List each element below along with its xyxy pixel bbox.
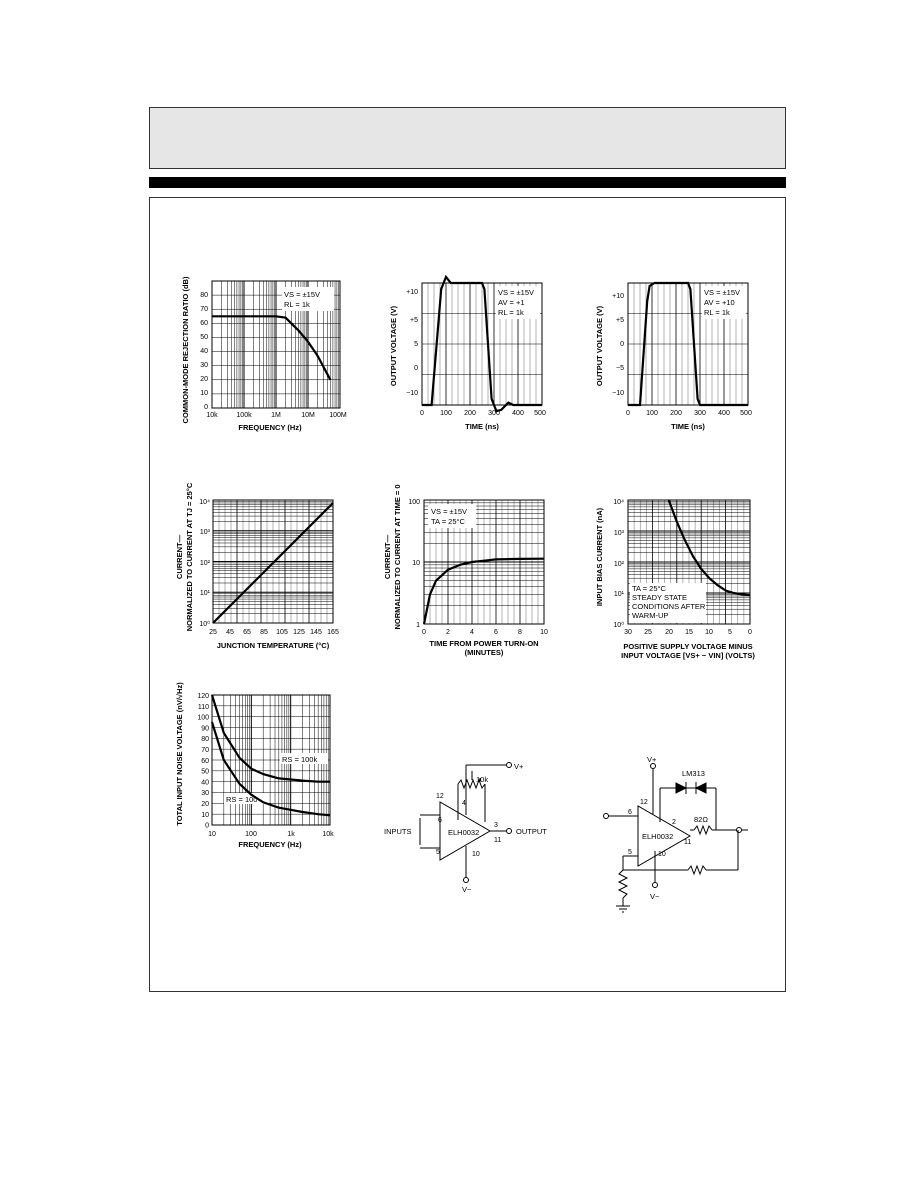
noise-ytick: 50 xyxy=(201,768,209,776)
noise-curve-label-100: RS = 100 xyxy=(226,795,258,804)
cmrr-xtick: 10M xyxy=(301,412,315,419)
noise-voltage-chart xyxy=(170,678,350,848)
pulse2-ytick: +10 xyxy=(612,293,624,300)
junction-xtick: 85 xyxy=(260,629,268,636)
cmrr-ytick: 60 xyxy=(200,320,208,327)
turnon-annotation: VS = ±15V xyxy=(431,507,468,516)
bias-xtick: 20 xyxy=(665,629,673,636)
noise-ytick: 40 xyxy=(201,779,209,787)
resistor xyxy=(688,866,706,874)
pin-label: 10 xyxy=(658,851,666,858)
bias-ylabel: INPUT BIAS CURRENT (nA) xyxy=(595,507,604,607)
terminal xyxy=(737,828,742,833)
cmrr-xtick: 100k xyxy=(236,412,252,419)
pin-label: 4 xyxy=(462,800,466,807)
pulse1-xtick: 200 xyxy=(464,410,476,417)
bias-ytick: 10⁰ xyxy=(613,622,624,629)
bias-ytick: 10⁴ xyxy=(613,499,624,506)
terminal xyxy=(651,764,656,769)
pulse2-xtick: 400 xyxy=(718,410,730,417)
noise-ytick: 110 xyxy=(197,703,209,711)
noise-yticks xyxy=(197,693,209,830)
noise-ytick: 120 xyxy=(197,693,209,700)
noise-ytick: 60 xyxy=(201,757,209,765)
pin-label: 6 xyxy=(438,817,442,824)
junction-xtick: 125 xyxy=(293,629,305,636)
junction-ytick: 10² xyxy=(199,560,210,567)
terminal xyxy=(507,829,512,834)
junction-xlabel: JUNCTION TEMPERATURE (°C) xyxy=(216,641,330,650)
section-header-bar xyxy=(149,177,786,188)
noise-ytick: 0 xyxy=(205,822,209,830)
pulse1-ytick: 5 xyxy=(414,341,418,348)
bias-ytick: 10¹ xyxy=(613,591,624,598)
terminal xyxy=(604,814,609,819)
circuit-unity-gain xyxy=(380,760,550,895)
cmrr-xlabel: FREQUENCY (Hz) xyxy=(238,423,302,432)
pulse2-xtick: 500 xyxy=(740,410,752,417)
turnon-xtick: 2 xyxy=(446,629,450,636)
cmrr-ytick: 30 xyxy=(200,362,208,369)
noise-xtick: 1k xyxy=(287,831,295,838)
pulse2-annotation: VS = ±15V xyxy=(704,288,741,297)
turnon-ylabel: CURRENT— xyxy=(383,534,392,580)
pulse2-ytick: −10 xyxy=(612,390,624,397)
noise-xtick: 10 xyxy=(208,831,216,838)
bias-annotation: STEADY STATE xyxy=(632,593,688,602)
turnon-xlabel: (MINUTES) xyxy=(464,648,504,657)
pulse2-xtick: 300 xyxy=(694,410,706,417)
junction-ytick: 10⁴ xyxy=(199,499,210,506)
opamp-device-label: ELH0032 xyxy=(448,828,480,837)
bias-xtick: 10 xyxy=(705,629,713,636)
junction-ytick: 10¹ xyxy=(199,590,210,597)
terminal xyxy=(464,878,469,883)
pin-label: 5 xyxy=(628,849,632,856)
turnon-ytick: 100 xyxy=(408,499,420,506)
zener-label: LM313 xyxy=(682,769,705,778)
pulse2-ytick: 0 xyxy=(620,341,624,348)
pulse1-ytick: +10 xyxy=(406,289,418,296)
pulse1-xtick: 300 xyxy=(488,410,500,417)
pulse-response-av1-chart xyxy=(378,278,550,438)
pulse1-annotation: AV = +1 xyxy=(498,298,525,307)
bias-ytick: 10³ xyxy=(613,530,624,537)
vplus-label: V+ xyxy=(514,762,524,771)
bias-annotation: WARM-UP xyxy=(632,611,669,620)
terminal xyxy=(653,883,658,888)
zener-diode xyxy=(696,783,706,793)
circuit-zener-clamp xyxy=(598,755,758,918)
cmrr-yticks xyxy=(200,292,208,411)
turnon-xtick: 10 xyxy=(540,629,548,636)
pulse2-ytick: +5 xyxy=(616,317,624,324)
cmrr-annotation: VS = ±15V xyxy=(284,290,321,299)
noise-ytick: 10 xyxy=(201,811,209,819)
noise-xlabel: FREQUENCY (Hz) xyxy=(238,840,302,849)
vminus-label: V− xyxy=(650,892,660,901)
noise-ytick: 30 xyxy=(201,790,209,798)
pulse1-ytick: −10 xyxy=(406,390,418,397)
pulse2-ylabel: OUTPUT VOLTAGE (V) xyxy=(595,305,604,387)
junction-ytick: 10⁰ xyxy=(199,621,210,628)
cmrr-ytick: 80 xyxy=(200,292,208,299)
vplus-label: V+ xyxy=(647,755,657,764)
pulse2-annotation: AV = +10 xyxy=(704,298,735,307)
input-bias-current-chart xyxy=(582,490,762,680)
resistor xyxy=(619,870,627,898)
bias-xtick: 15 xyxy=(685,629,693,636)
cmrr-chart xyxy=(172,265,354,437)
pin-label: 10 xyxy=(472,851,480,858)
noise-ylabel: TOTAL INPUT NOISE VOLTAGE (nV/√Hz) xyxy=(175,682,184,826)
noise-ytick: 100 xyxy=(197,714,209,722)
junction-xtick: 165 xyxy=(327,629,339,636)
cmrr-xtick: 10k xyxy=(206,412,218,419)
turnon-ylabel: NORMALIZED TO CURRENT AT TIME = 0 xyxy=(393,484,402,630)
noise-curve-label-100k: RS = 100k xyxy=(282,755,318,764)
noise-ytick: 20 xyxy=(201,801,209,808)
turnon-ytick: 10 xyxy=(412,560,420,567)
bias-annotation: CONDITIONS AFTER xyxy=(632,602,706,611)
noise-xtick: 10k xyxy=(322,831,334,838)
cmrr-ylabel: COMMON-MODE REJECTION RATIO (dB) xyxy=(181,276,190,424)
pulse1-xtick: 400 xyxy=(512,410,524,417)
cmrr-ytick: 50 xyxy=(200,334,208,341)
junction-ylabel: NORMALIZED TO CURRENT AT TJ = 25°C xyxy=(185,482,194,632)
junction-ylabel: CURRENT— xyxy=(175,534,184,580)
cmrr-ytick: 20 xyxy=(200,376,208,383)
noise-ytick: 70 xyxy=(201,747,209,754)
pulse1-xtick: 0 xyxy=(420,410,424,417)
opamp-device-label: ELH0032 xyxy=(642,832,674,841)
pulse2-xtick: 0 xyxy=(626,410,630,417)
turnon-xtick: 0 xyxy=(422,629,426,636)
turnon-xtick: 6 xyxy=(494,629,498,636)
bias-xtick: 30 xyxy=(624,629,632,636)
bias-xtick: 5 xyxy=(728,629,732,636)
pin-label: 12 xyxy=(436,793,444,800)
pin-label: 11 xyxy=(494,837,502,844)
noise-ytick: 90 xyxy=(201,725,209,733)
pin-label: 2 xyxy=(672,819,676,826)
pulse1-ytick: +5 xyxy=(410,317,418,324)
junction-temperature-chart xyxy=(170,482,348,660)
pulse-response-av10-chart xyxy=(582,278,754,438)
bias-xlabel: POSITIVE SUPPLY VOLTAGE MINUS xyxy=(623,642,753,651)
pulse2-annotation: RL = 1k xyxy=(704,308,730,317)
pulse1-ytick: 0 xyxy=(414,365,418,372)
power-turn-on-chart xyxy=(378,484,556,660)
noise-xtick: 100 xyxy=(245,831,257,838)
pulse1-annotation: RL = 1k xyxy=(498,308,524,317)
cmrr-ytick: 40 xyxy=(200,348,208,355)
pin-label: 11 xyxy=(684,839,692,846)
turnon-xtick: 8 xyxy=(518,629,522,636)
junction-ytick: 10³ xyxy=(199,529,210,536)
pulse1-xtick: 100 xyxy=(440,410,452,417)
turnon-xlabel: TIME FROM POWER TURN-ON xyxy=(429,639,539,648)
junction-xtick: 65 xyxy=(243,629,251,636)
bias-xlabel: INPUT VOLTAGE [VS+ − VIN] (VOLTS) xyxy=(621,651,755,660)
pulse2-ytick: −5 xyxy=(616,365,624,372)
cmrr-ytick: 10 xyxy=(200,390,208,397)
junction-xtick: 45 xyxy=(226,629,234,636)
zener-diode xyxy=(676,783,686,793)
pulse1-ylabel: OUTPUT VOLTAGE (V) xyxy=(389,305,398,387)
turnon-annotation: TA = 25°C xyxy=(431,517,465,526)
vminus-label: V− xyxy=(462,885,472,894)
pin-label: 3 xyxy=(494,822,498,829)
inputs-label: INPUTS xyxy=(384,827,412,836)
cmrr-annotation: RL = 1k xyxy=(284,300,310,309)
pulse2-xtick: 200 xyxy=(670,410,682,417)
cmrr-ytick: 70 xyxy=(200,306,208,313)
bias-annotation: TA = 25°C xyxy=(632,584,666,593)
pulse2-xtick: 100 xyxy=(646,410,658,417)
pin-label: 6 xyxy=(628,809,632,816)
junction-xtick: 145 xyxy=(310,629,322,636)
resistor-label: 82Ω xyxy=(694,815,708,824)
cmrr-xtick: 1M xyxy=(271,412,281,419)
terminal xyxy=(507,763,512,768)
pin-label: 5 xyxy=(436,849,440,856)
bias-xtick: 0 xyxy=(748,629,752,636)
cmrr-ytick: 0 xyxy=(204,404,208,411)
noise-ytick: 80 xyxy=(201,736,209,744)
header-box xyxy=(149,107,786,169)
turnon-xtick: 4 xyxy=(470,629,474,636)
turnon-ytick: 1 xyxy=(416,622,420,629)
bias-ytick: 10² xyxy=(613,561,624,568)
junction-xtick: 105 xyxy=(276,629,288,636)
cmrr-xtick: 100M xyxy=(329,412,347,419)
pot-label: 10k xyxy=(476,775,489,784)
pulse1-xlabel: TIME (ns) xyxy=(465,422,499,431)
pin-label: 12 xyxy=(640,799,648,806)
pulse2-xlabel: TIME (ns) xyxy=(671,422,705,431)
pulse1-xtick: 500 xyxy=(534,410,546,417)
junction-xtick: 25 xyxy=(209,629,217,636)
output-label: OUTPUT xyxy=(516,827,547,836)
resistor xyxy=(694,826,712,834)
pulse1-annotation: VS = ±15V xyxy=(498,288,535,297)
bias-xtick: 25 xyxy=(644,629,652,636)
